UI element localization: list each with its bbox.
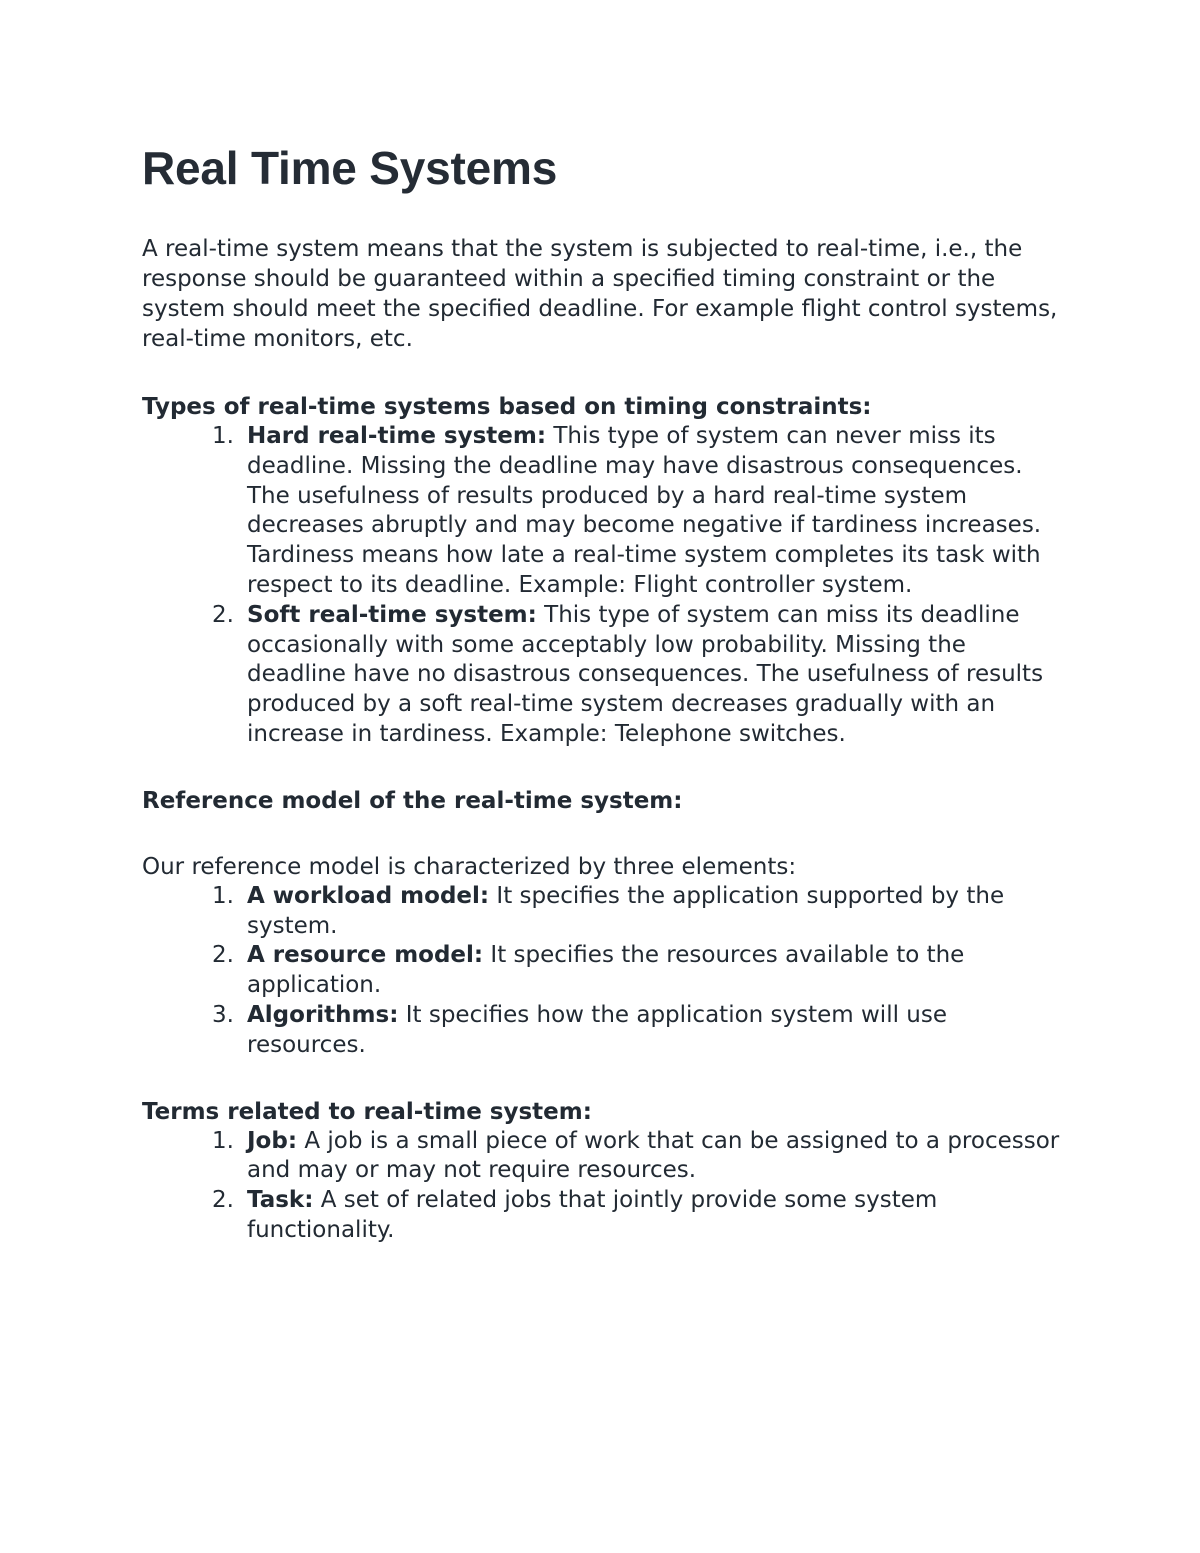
list-text: It specifies how the application system will use resources. — [247, 1001, 948, 1058]
list-item-task — [142, 1186, 1062, 1246]
list-item-resource-model — [142, 941, 1062, 1001]
list-term: Soft real-time system: — [247, 601, 537, 628]
list-term: Task: — [247, 1187, 314, 1214]
terms-list — [142, 1127, 1062, 1246]
list-item-job — [142, 1127, 1062, 1187]
list-number: 2. — [212, 601, 234, 628]
list-text: A job is a small piece of work that can be assigned to a processor and may or may not require resources. — [247, 1127, 1060, 1184]
reference-heading: Reference model of the real-time system: — [142, 787, 683, 814]
list-item-hard-real-time — [142, 422, 1062, 601]
list-term: Job: — [247, 1127, 298, 1154]
list-number: 1. — [212, 1127, 234, 1154]
list-text: This type of system can miss its deadline occasionally with some acceptably low probability. Missing the deadline have no disastrous consequences. The usefulness of results produced by a soft real-time system decreases gradually with an increase in tardiness. Example: Telephone switches. — [247, 601, 1044, 747]
list-term: Algorithms: — [247, 1001, 399, 1028]
list-number: 1. — [212, 882, 234, 909]
list-item-algorithms — [142, 1001, 1062, 1061]
intro-paragraph: A real-time system means that the system is subjected to real-time, i.e., the response should be guaranteed within a specified timing constraint or the system should meet the specified deadline. For example flight control systems, real-time monitors, etc. — [142, 236, 1058, 352]
types-heading: Types of real-time systems based on timing constraints: — [142, 394, 872, 420]
list-number: 3. — [212, 1001, 234, 1028]
list-number: 1. — [212, 423, 234, 449]
list-number: 2. — [212, 942, 234, 969]
list-term: Hard real-time system: — [247, 423, 547, 449]
list-text: A set of related jobs that jointly provide some system functionality. — [247, 1187, 938, 1243]
list-item-workload-model — [142, 882, 1062, 942]
list-item-soft-real-time — [142, 601, 1062, 750]
types-list — [142, 422, 1062, 750]
reference-intro: Our reference model is characterized by three elements: — [142, 853, 797, 880]
list-term: A workload model: — [247, 882, 490, 909]
list-text: It specifies the application supported by the system. — [247, 882, 1005, 939]
document-page — [142, 138, 1062, 1246]
list-text: This type of system can never miss its deadline. Missing the deadline may have disastrous consequences. The usefulness of results produced by a hard real-time system decreases abruptly and may become negative if tardiness increases. Tardiness means how late a real-time system completes its task with respect to its deadline. Example: Flight controller system. — [247, 423, 1042, 598]
list-text: It specifies the resources available to the application. — [247, 942, 965, 999]
list-term: A resource model: — [247, 942, 484, 969]
reference-list — [142, 882, 1062, 1061]
terms-heading: Terms related to real-time system: — [142, 1098, 592, 1125]
document-title: Real Time Systems — [142, 142, 558, 194]
list-number: 2. — [212, 1187, 234, 1214]
